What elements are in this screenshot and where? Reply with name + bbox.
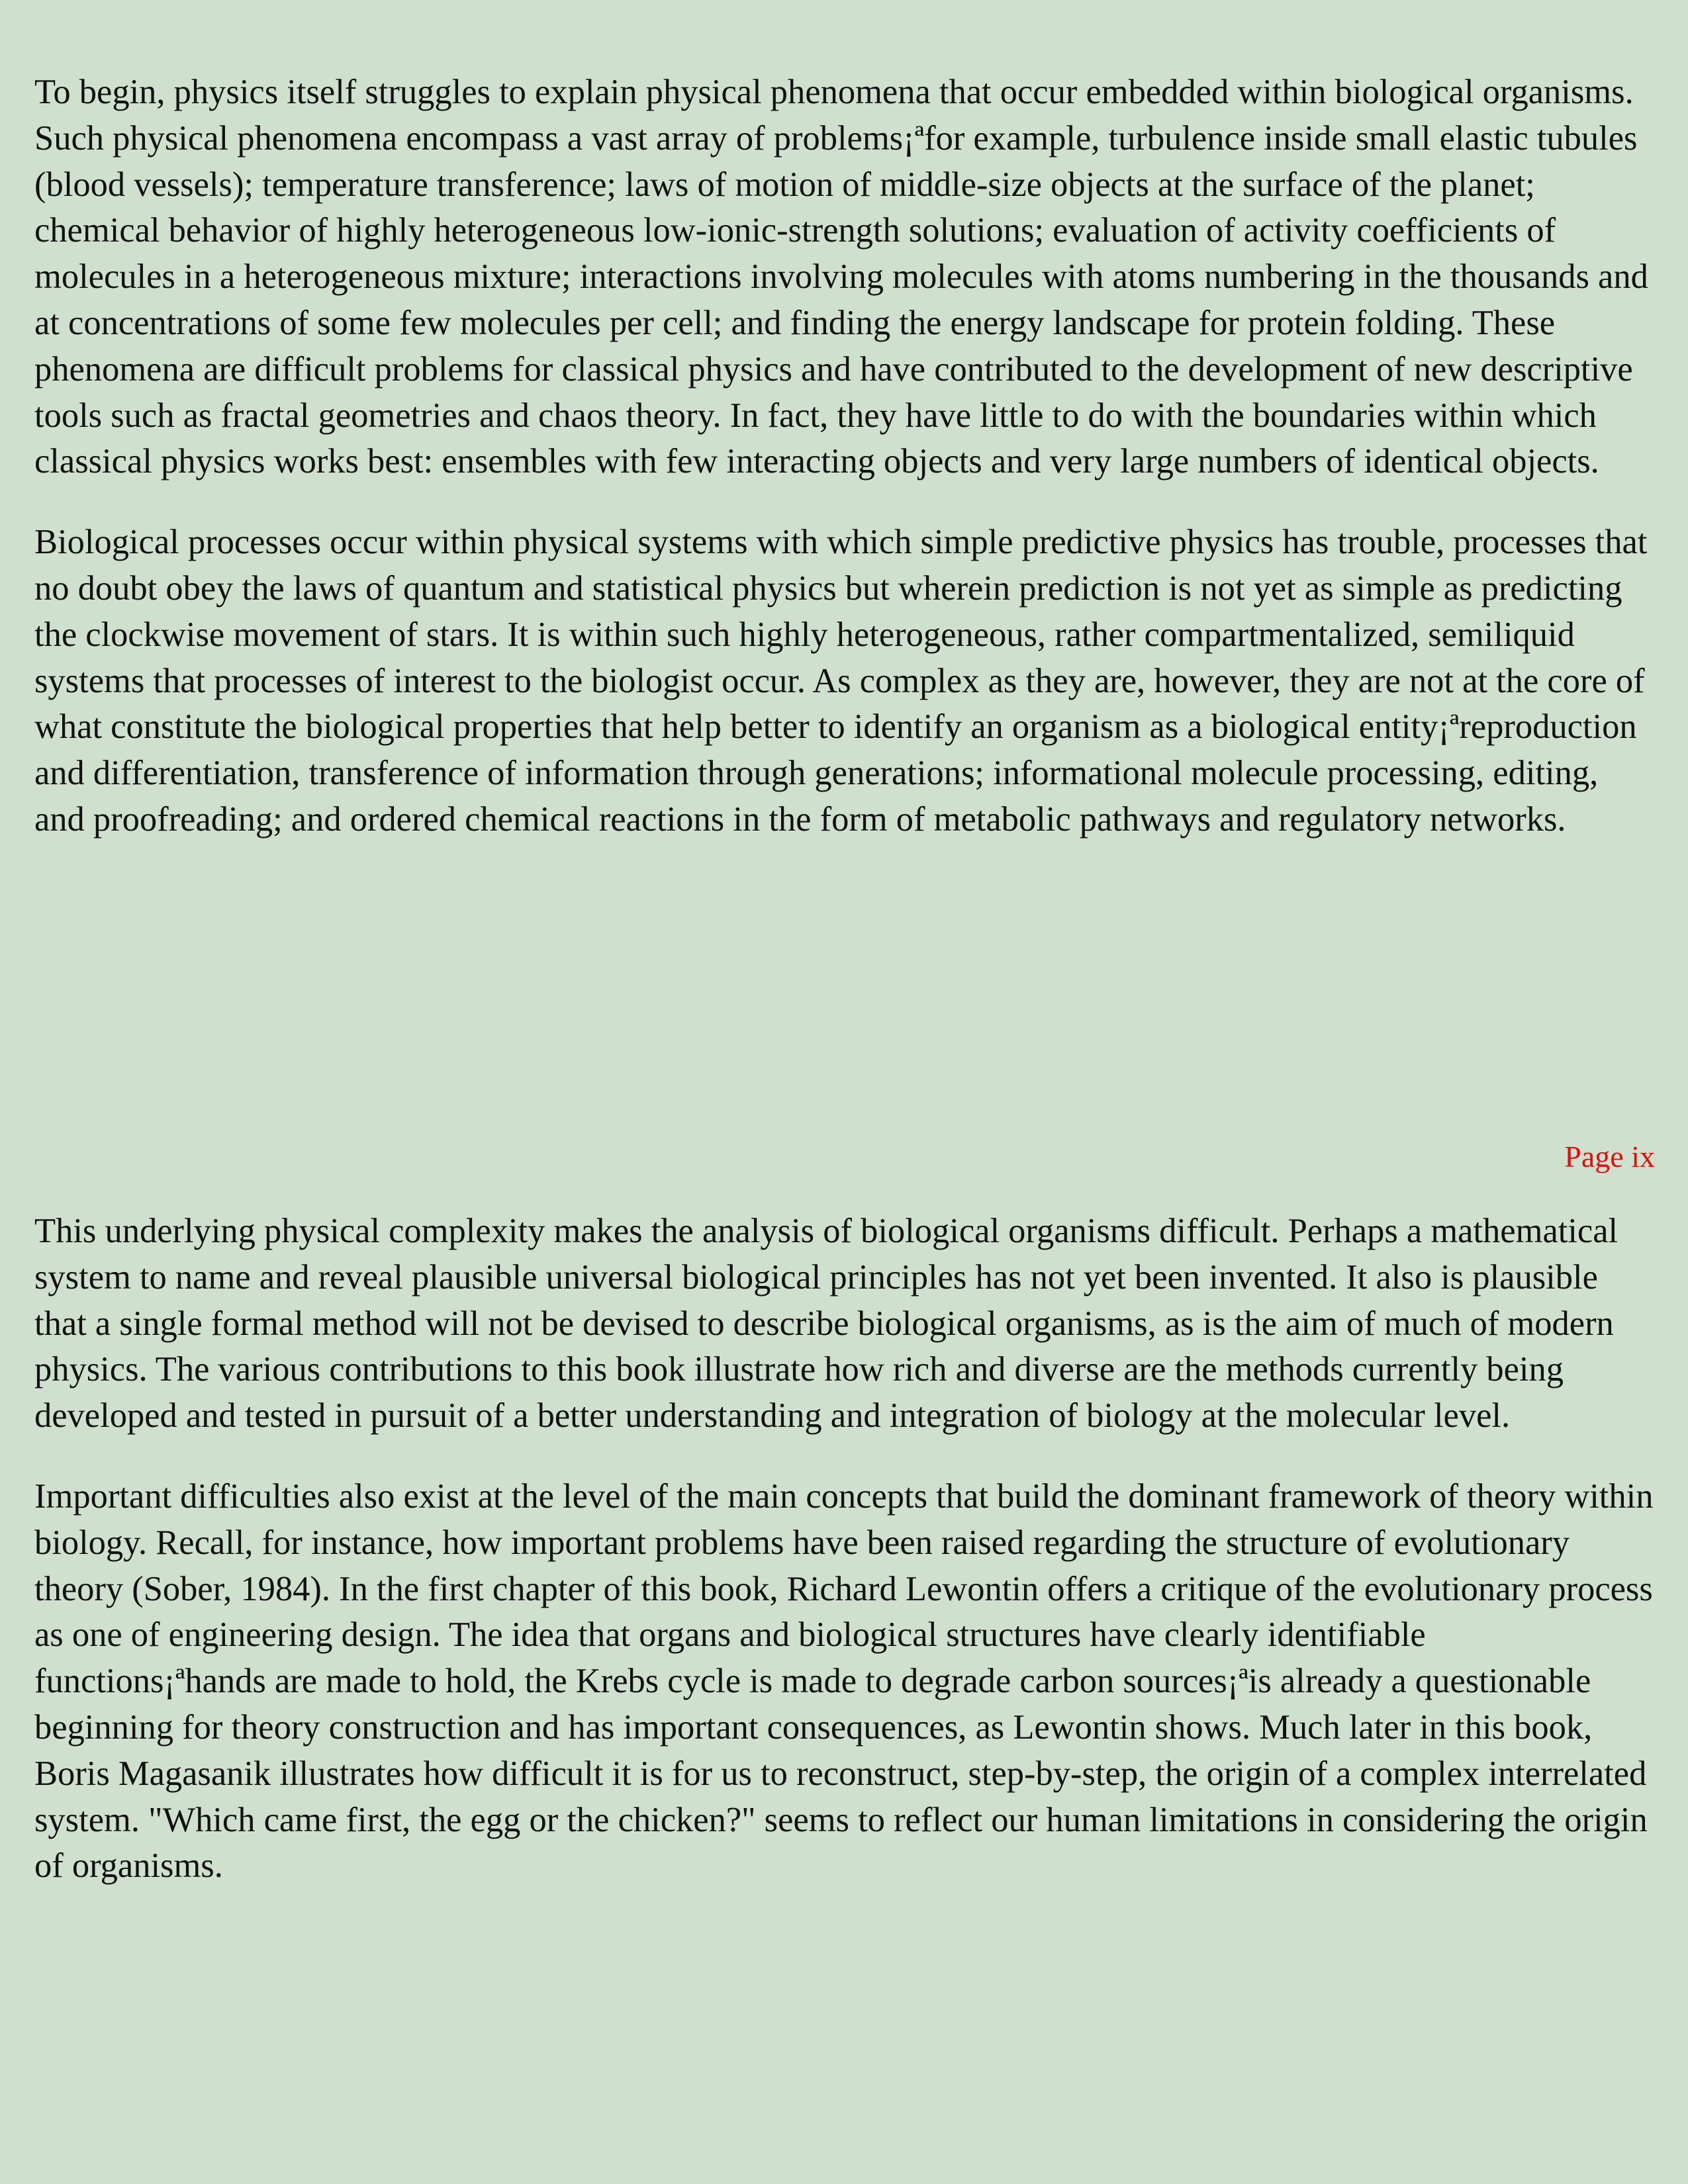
lower-text-block xyxy=(34,1208,1655,1889)
page-number-marker: Page ix xyxy=(1564,1140,1655,1173)
paragraph-physical-complexity: This underlying physical complexity makes the analysis of biological organisms difficult. Perhaps a mathematical system to name and reveal plausible universal biological principles has not yet been invented. It also is plausible that a single formal method will not be devised to describe biological organisms, as is the aim of much of modern physics. The various contributions to this book illustrate how rich and diverse are the methods currently being developed and tested in pursuit of a better understanding and integration of biology at the molecular level. xyxy=(34,1212,1618,1435)
paragraph-physics-struggles: To begin, physics itself struggles to explain physical phenomena that occur embedded within biological organisms. Such physical phenomena encompass a vast array of problems¡ªfor example, turbulence inside small elastic tubules (blood vessels); temperature transference; laws of motion of middle-size objects at the surface of the planet; chemical behavior of highly heterogeneous low-ionic-strength solutions; evaluation of activity coefficients of molecules in a heterogeneous mixture; interactions involving molecules with atoms numbering in the thousands and at concentrations of some few molecules per cell; and finding the energy landscape for protein folding. These phenomena are difficult problems for classical physics and have contributed to the development of new descriptive tools such as fractal geometries and chaos theory. In fact, they have little to do with the boundaries within which classical physics works best: ensembles with few interacting objects and very large numbers of identical objects. xyxy=(34,73,1648,481)
paragraph-important-difficulties: Important difficulties also exist at the level of the main concepts that build the dominant framework of theory within biology. Recall, for instance, how important problems have been raised regarding the structure of evolutionary theory (Sober, 1984). In the first chapter of this book, Richard Lewontin offers a critique of the evolutionary process as one of engineering design. The idea that organs and biological structures have clearly identifiable functions¡ªhands are made to hold, the Krebs cycle is made to degrade carbon sources¡ªis already a questionable beginning for theory construction and has important consequences, as Lewontin shows. Much later in this book, Boris Magasanik illustrates how difficult it is for us to reconstruct, step-by-step, the origin of a complex interrelated system. "Which came first, the egg or the chicken?" seems to reflect our human limitations in considering the origin of organisms. xyxy=(34,1477,1654,1886)
paragraph-biological-processes: Biological processes occur within physical systems with which simple predictive physics has trouble, processes that no doubt obey the laws of quantum and statistical physics but wherein prediction is not yet as simple as predicting the clockwise movement of stars. It is within such highly heterogeneous, rather compartmentalized, semiliquid systems that processes of interest to the biologist occur. As complex as they are, however, they are not at the core of what constitute the biological properties that help better to identify an organism as a biological entity¡ªreproduction and differentiation, transference of information through generations; informational molecule processing, editing, and proofreading; and ordered chemical reactions in the form of metabolic pathways and regulatory networks. xyxy=(34,523,1648,839)
